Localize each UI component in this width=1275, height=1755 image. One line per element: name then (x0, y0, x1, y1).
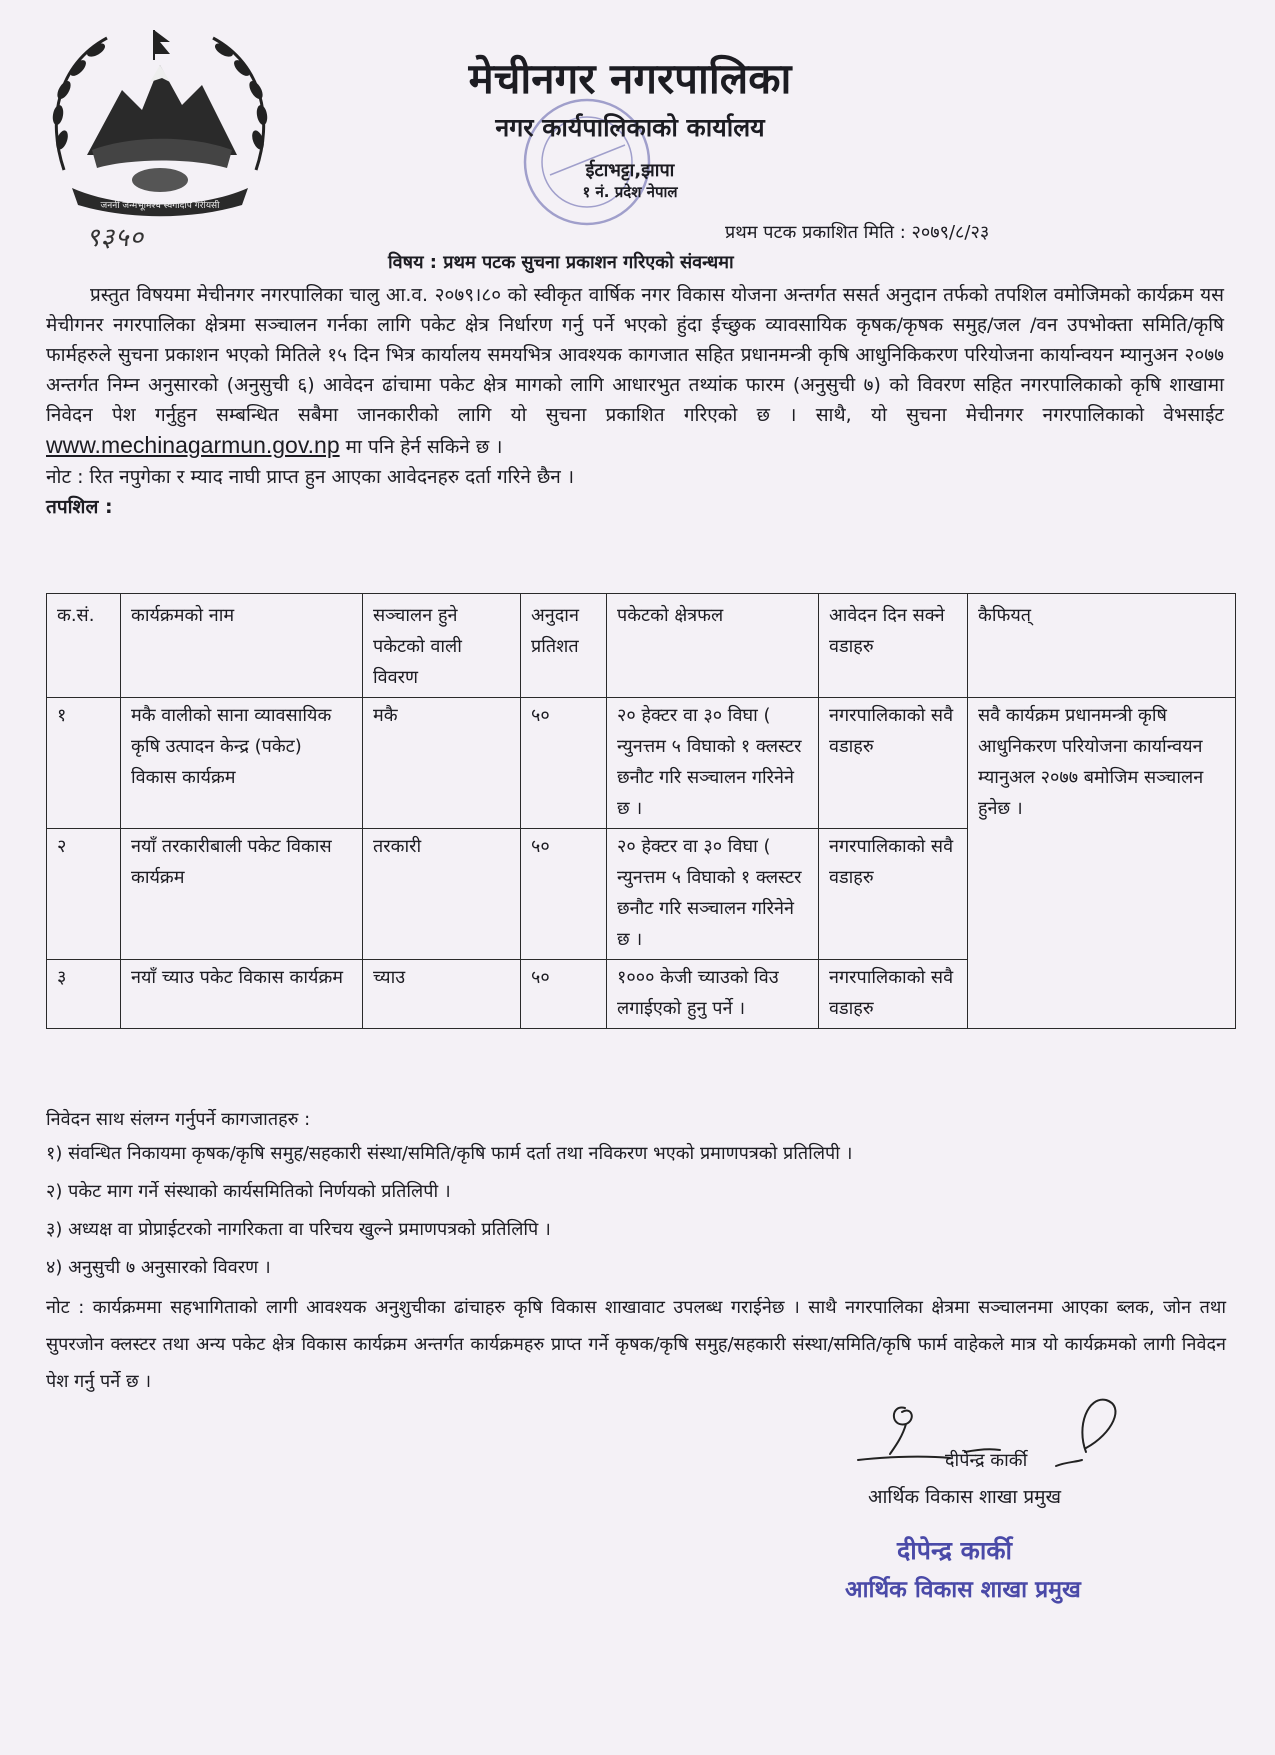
publish-date: प्रथम पटक प्रकाशित मिति : २०७९/८/२३ (725, 222, 990, 243)
office-location: ईटाभट्टा,झापा (585, 160, 675, 181)
cell-sn: ३ (47, 960, 121, 1029)
cell-area: २० हेक्टर वा ३० विघा ( न्युनत्तम ५ विघाको १ क्लस्टर छनौट गरि सञ्चालन गरिनेने छ । (607, 698, 819, 829)
cell-area: २० हेक्टर वा ३० विघा ( न्युनत्तम ५ विघाको १ क्लस्टर छनौट गरि सञ्चालन गरिनेने छ । (607, 829, 819, 960)
cell-crop: मकै (363, 698, 521, 829)
cell-wards: नगरपालिकाको सवै वडाहरु (819, 698, 968, 829)
paragraph-text: प्रस्तुत विषयमा मेचीनगर नगरपालिका चालु आ.व. २०७९।८० को स्वीकृत वार्षिक नगर विकास योजना अन्तर्गत ससर्त अनुदान तर्फको तपशिल वमोजिमको कार्यक्रम यस मेचीगनर नगरपालिका क्षेत्रमा सञ्चालन गर्नका लागि पकेट क्षेत्र निर्धारण गर्नु पर्ने भएको हुंदा ईच्छुक व्यावसायिक कृषक/कृषक समुह/जल /वन उपभोक्ता समिति/कृषि फार्महरुले सुचना प्रकाशन भएको मितिले १५ दिन भित्र कार्यालय समयभित्र आवश्यक कागजात सहित प्रधानमन्त्री कृषि आधुनिकिकरण परियोजना कार्यान्वयन म्यानुअन २०७७ अन्तर्गत निम्न अनुसारको (अनुसुची ६) आवेदन ढांचामा पकेट क्षेत्र मागको लागि आधारभुत तथ्यांक फारम (अनुसुची ७) को विवरण सहित नगरपालिकाको कृषि शाखामा निवेदन पेश गर्नुहुन सम्बन्धित सबैमा जानकारीको लागि यो सुचना प्रकाशित गरिएको छ । साथै, यो सुचना मेचीनगर नगरपालिकाको वेभसाईट (46, 284, 1224, 426)
cell-program: नयाँ च्याउ पकेट विकास कार्यक्रम (121, 960, 363, 1029)
table-row (47, 698, 1236, 829)
table-header-row (47, 594, 1236, 698)
cell-crop: च्याउ (363, 960, 521, 1029)
website-link[interactable]: www.mechinagarmun.gov.np (46, 432, 340, 458)
province-line: १ नं. प्रदेश नेपाल (582, 183, 678, 201)
attachment-item: २) पकेट माग गर्ने संस्थाको कार्यसमितिको निर्णयको प्रतिलिपी । (46, 1181, 451, 1202)
cell-wards: नगरपालिकाको सवै वडाहरु (819, 960, 968, 1029)
attachments-heading: निवेदन साथ संलग्न गर्नुपर्ने कागजातहरु : (46, 1109, 311, 1130)
cell-crop: तरकारी (363, 829, 521, 960)
notice-body (46, 280, 1224, 522)
col-header-sn: क.सं. (47, 594, 121, 698)
main-paragraph (46, 280, 1224, 462)
stamp-name: दीपेन्द्र कार्की (897, 1536, 1013, 1565)
cell-percent: ५० (521, 829, 607, 960)
col-header-program: कार्यक्रमको नाम (121, 594, 363, 698)
cell-area: १००० केजी च्याउको विउ लगाईएको हुनु पर्ने । (607, 960, 819, 1029)
subject-line: विषय : प्रथम पटक सुचना प्रकाशन गरिएको संवन्धमा (388, 252, 734, 273)
municipality-name: मेचीनगर नगरपालिका (468, 54, 792, 103)
letterhead (380, 50, 880, 202)
cell-sn: १ (47, 698, 121, 829)
note-line: नोट : रित नपुगेका र म्याद नाघी प्राप्त हुन आएका आवेदनहरु दर्ता गरिने छैन । (46, 466, 575, 488)
cell-percent: ५० (521, 960, 607, 1029)
cell-program: नयाँ तरकारीबाली पकेट विकास कार्यक्रम (121, 829, 363, 960)
reference-number: ९३५० (86, 223, 145, 253)
attachments-section (46, 1105, 1226, 1400)
col-header-percent: अनुदान प्रतिशत (521, 594, 607, 698)
cell-sn: २ (47, 829, 121, 960)
attachment-item: ४) अनुसुची ७ अनुसारको विवरण । (46, 1257, 271, 1278)
schedule-heading: तपशिल : (46, 496, 113, 518)
cell-program: मकै वालीको साना व्यावसायिक कृषि उत्पादन केन्द्र (पकेट) विकास कार्यक्रम (121, 698, 363, 829)
emblem-motto: जननी जन्मभूमिश्च स्वर्गादपि गरीयसी (100, 201, 220, 211)
paragraph-tail: मा पनि हेर्न सकिने छ । (345, 436, 503, 458)
program-table (46, 593, 1236, 1029)
col-header-crop: सञ्चालन हुने पकेटको वाली विवरण (363, 594, 521, 698)
col-header-remarks: कैफियत् (968, 594, 1236, 698)
stamp-title: आर्थिक विकास शाखा प्रमुख (845, 1576, 1081, 1603)
attachment-item: १) संवन्धित निकायमा कृषक/कृषि समुह/सहकारी संस्था/समिति/कृषि फार्म दर्ता तथा नविकरण भएको प्रमाणपत्रको प्रतिलिपी । (46, 1143, 853, 1164)
cell-wards: नगरपालिकाको सवै वडाहरु (819, 829, 968, 960)
nepal-emblem-logo (42, 20, 278, 220)
office-name: नगर कार्यपालिकाको कार्यालय (495, 113, 765, 142)
cell-percent: ५० (521, 698, 607, 829)
signatory-name: दीपेन्द्र कार्की (945, 1450, 1028, 1471)
cell-remarks: सवै कार्यक्रम प्रधानमन्त्री कृषि आधुनिकरण परियोजना कार्यान्वयन म्यानुअल २०७७ बमोजिम सञ्चालन हुनेछ । (968, 698, 1236, 1029)
col-header-wards: आवेदन दिन सक्ने वडाहरु (819, 594, 968, 698)
closing-note: नोट : कार्यक्रममा सहभागिताको लागी आवश्यक अनुशुचीका ढांचाहरु कृषि विकास शाखावाट उपलब्ध गराईनेछ । साथै नगरपालिका क्षेत्रमा सञ्चालनमा आएका ब्लक, जोन तथा सुपरजोन क्लस्टर तथा अन्य पकेट क्षेत्र विकास कार्यक्रम अन्तर्गत कार्यक्रमहरु प्राप्त गर्ने कृषक/कृषि समुह/सहकारी संस्था/समिति/कृषि फार्म वाहेकले मात्र यो कार्यक्रमको लागी निवेदन पेश गर्नु पर्ने छ । (46, 1297, 1226, 1392)
attachment-item: ३) अध्यक्ष वा प्रोप्राईटरको नागरिकता वा परिचय खुल्ने प्रमाणपत्रको प्रतिलिपि । (46, 1219, 551, 1240)
signatory-title: आर्थिक विकास शाखा प्रमुख (868, 1486, 1062, 1508)
col-header-area: पकेटको क्षेत्रफल (607, 594, 819, 698)
